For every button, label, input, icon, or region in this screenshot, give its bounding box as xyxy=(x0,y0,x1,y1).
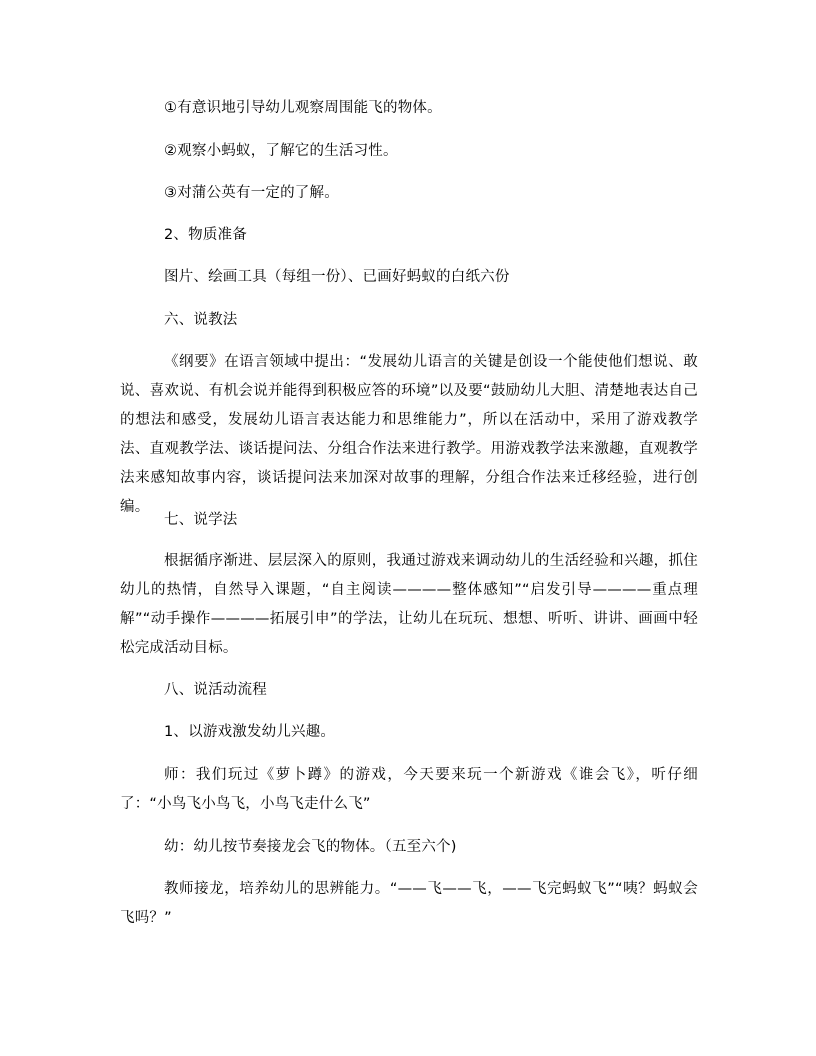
heading-teaching-methods: 六、说教法 xyxy=(164,312,238,328)
teaching-methods-paragraph: 《纲要》在语言领域中提出：“发展幼儿语言的关键是创设一个能使他们想说、敢说、喜欢说、有机会说并能得到积极应答的环境”以及要“鼓励幼儿大胆、清楚地表达自己的想法和感受，发展幼儿语言表达能力和思维能力”，所以在活动中，采用了游戏教学法、直观教学法、谈话提问法、分组合作法来进行教学。用游戏教学法来激趣，直观教学法来感知故事内容，谈话提问法来加深对故事的理解，分组合作法来迁移经验，进行创编。 xyxy=(120,354,698,515)
teacher-dialogue: 师：我们玩过《萝卜蹲》的游戏，今天要来玩一个新游戏《谁会飞》，听仔细了：“小鸟飞小鸟飞，小鸟飞走什么飞” xyxy=(120,767,698,812)
material-list: 图片、绘画工具（每组一份）、已画好蚂蚁的白纸六份 xyxy=(164,269,510,285)
heading-material-preparation: 2、物质准备 xyxy=(164,227,247,243)
heading-learning-methods: 七、说学法 xyxy=(164,512,238,528)
heading-activity-process: 八、说活动流程 xyxy=(164,682,267,698)
teacher-chain-dialogue: 教师接龙，培养幼儿的思辨能力。“——飞——飞，——飞完蚂蚁飞”“咦？蚂蚁会飞吗？” xyxy=(120,881,698,926)
objective-observe-flying-objects: ①有意识地引导幼儿观察周围能飞的物体。 xyxy=(164,100,442,116)
objective-dandelion: ③对蒲公英有一定的了解。 xyxy=(164,185,339,201)
step-game-interest: 1、以游戏激发幼儿兴趣。 xyxy=(164,724,336,740)
child-dialogue: 幼：幼儿按节奏接龙会飞的物体。（五至六个) xyxy=(164,839,457,855)
objective-observe-ants: ②观察小蚂蚁，了解它的生活习性。 xyxy=(164,143,398,159)
learning-methods-paragraph: 根据循序渐进、层层深入的原则，我通过游戏来调动幼儿的生活经验和兴趣，抓住幼儿的热情，自然导入课题，“自主阅读————整体感知”“启发引导————重点理解”“动手操作————拓展引申”的学法，让幼儿在玩玩、想想、听听、讲讲、画画中轻松完成活动目标。 xyxy=(120,553,698,656)
